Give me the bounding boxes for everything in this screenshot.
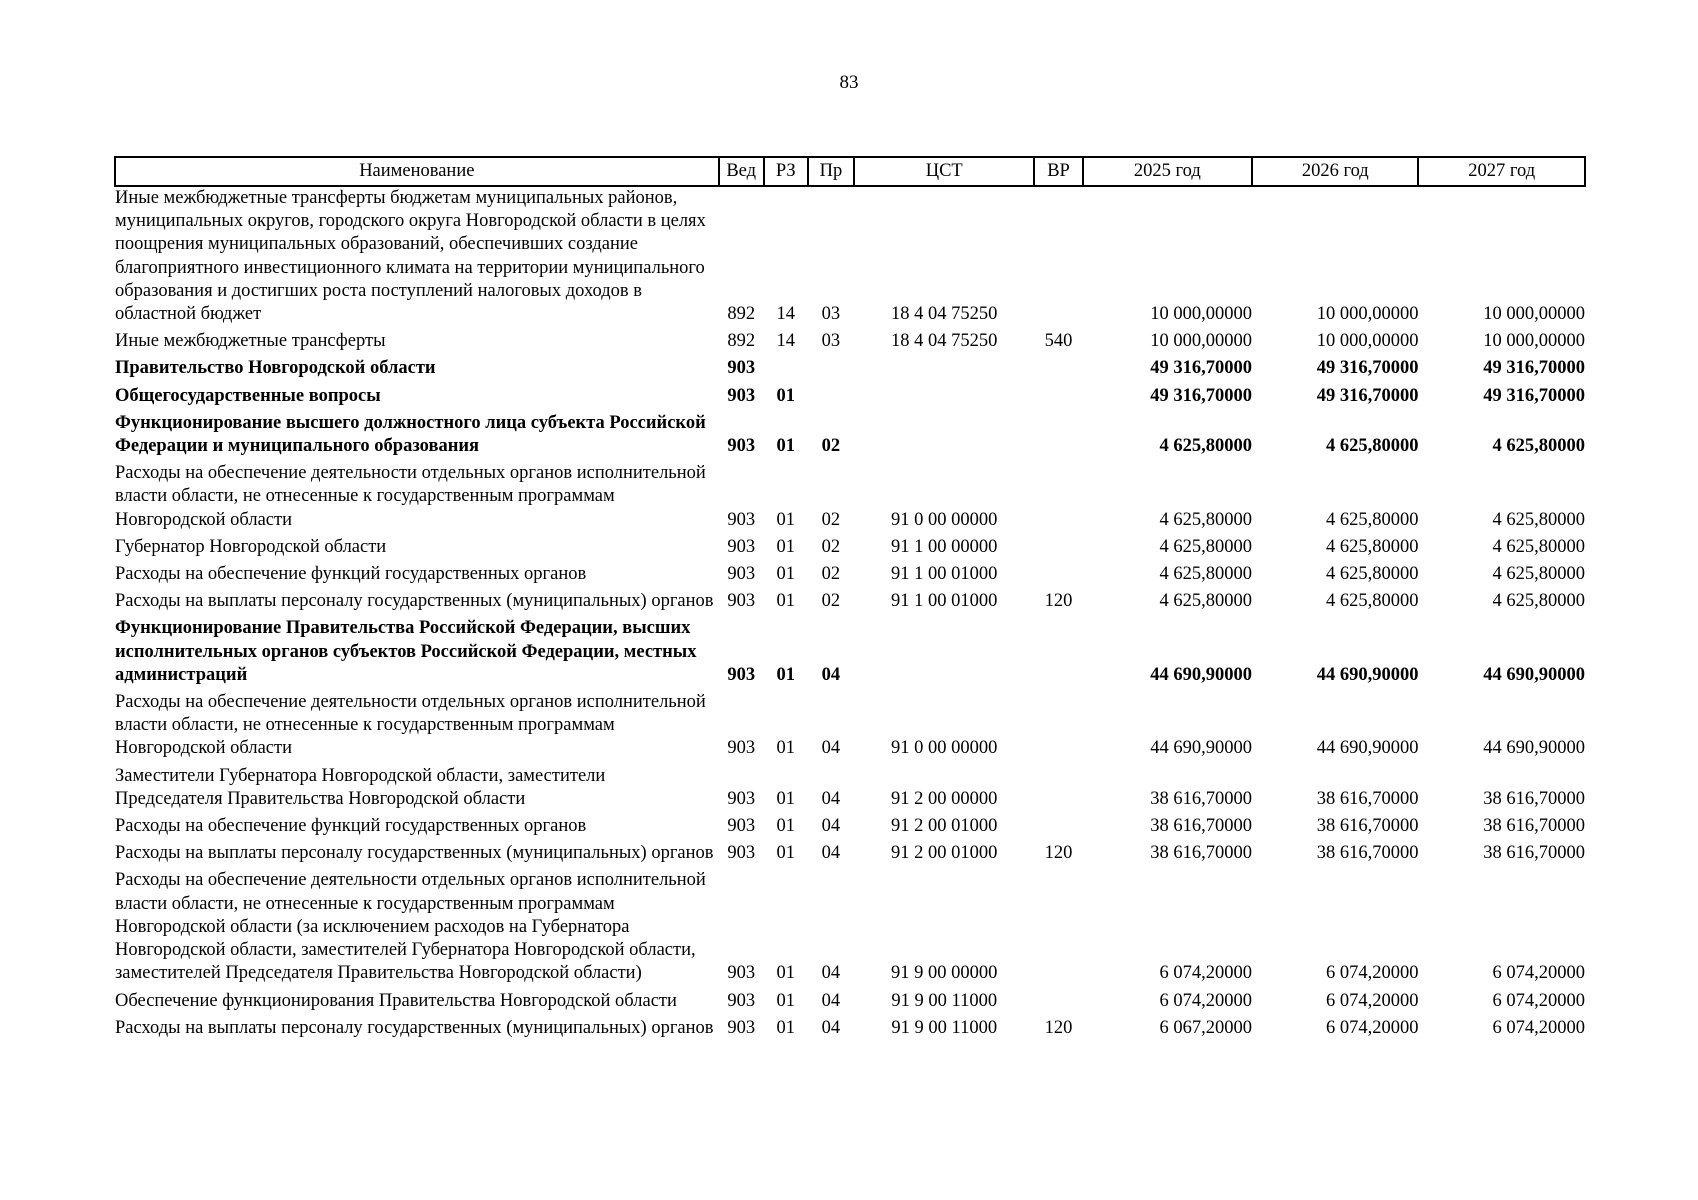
row-ved: 903 <box>727 990 756 1011</box>
row-ved: 903 <box>727 591 756 612</box>
table-body <box>115 186 1585 1040</box>
row-pr: 03 <box>821 331 841 352</box>
row-ved: 903 <box>727 664 756 685</box>
row-vr <box>1034 458 1082 532</box>
row-2026: 6 074,20000 <box>1325 990 1419 1011</box>
header-2025: 2025 год <box>1083 157 1252 186</box>
header-rz: РЗ <box>764 157 808 186</box>
row-vr <box>1034 381 1082 408</box>
row-2026: 6 074,20000 <box>1325 1017 1419 1038</box>
row-ved: 903 <box>727 1017 756 1038</box>
row-cst <box>854 381 1034 408</box>
row-2026: 10 000,00000 <box>1316 331 1419 352</box>
row-cst: 18 4 04 75250 <box>891 304 998 325</box>
row-pr: 02 <box>821 564 841 585</box>
row-2026: 38 616,70000 <box>1316 788 1419 809</box>
row-2025: 10 000,00000 <box>1150 331 1253 352</box>
row-vr: 120 <box>1044 843 1073 864</box>
row-2025: 49 316,70000 <box>1150 385 1253 406</box>
row-2027: 4 625,80000 <box>1492 591 1585 612</box>
budget-table <box>114 156 1586 1040</box>
row-vr: 540 <box>1044 331 1073 352</box>
row-pr: 04 <box>821 963 841 984</box>
row-rz: 01 <box>776 536 796 557</box>
row-2027: 10 000,00000 <box>1483 304 1585 325</box>
row-2027: 4 625,80000 <box>1492 436 1585 457</box>
row-rz: 14 <box>776 304 796 325</box>
row-rz: 01 <box>776 990 796 1011</box>
row-vr <box>1034 865 1082 985</box>
row-name: Иные межбюджетные трансферты <box>115 331 386 352</box>
row-cst: 91 9 00 11000 <box>891 1017 998 1038</box>
row-ved: 903 <box>727 963 756 984</box>
row-cst: 91 9 00 00000 <box>891 963 998 984</box>
header-2027: 2027 год <box>1418 157 1585 186</box>
row-2027: 10 000,00000 <box>1483 331 1585 352</box>
row-2025: 4 625,80000 <box>1159 564 1253 585</box>
row-pr: 04 <box>821 664 841 685</box>
table-row <box>115 687 1585 761</box>
table-row <box>115 186 1585 326</box>
row-rz: 01 <box>776 1017 796 1038</box>
row-name: Общегосударственные вопросы <box>115 385 381 406</box>
row-vr <box>1034 761 1082 811</box>
row-ved: 892 <box>727 304 756 325</box>
row-2026: 49 316,70000 <box>1316 358 1419 379</box>
row-name: Функционирование высшего должностного лица субъекта Российской Федерации и муниципального образования <box>115 412 706 457</box>
row-pr: 02 <box>821 436 841 457</box>
row-pr: 03 <box>821 304 841 325</box>
row-2026: 4 625,80000 <box>1325 564 1419 585</box>
row-2027: 6 074,20000 <box>1492 990 1585 1011</box>
row-2027: 4 625,80000 <box>1492 509 1585 530</box>
page-number: 83 <box>839 72 859 93</box>
table-row <box>115 326 1585 353</box>
row-name: Иные межбюджетные трансферты бюджетам муниципальных районов, муниципальных округов, городского округа Новгородской области в целях поощрения муниципальных образований, обеспечивших создание благоприятного инвестиционного климата на территории муниципального образования и достигших роста поступлений налоговых доходов в областной бюджет <box>115 188 706 325</box>
row-pr: 04 <box>821 788 841 809</box>
row-2026: 6 074,20000 <box>1325 963 1419 984</box>
row-cst <box>854 353 1034 380</box>
row-2026: 44 690,90000 <box>1316 664 1419 685</box>
row-ved: 903 <box>727 436 756 457</box>
row-2025: 44 690,90000 <box>1150 738 1253 759</box>
row-2025: 4 625,80000 <box>1159 536 1253 557</box>
row-pr: 02 <box>821 591 841 612</box>
row-cst: 91 2 00 01000 <box>891 816 998 837</box>
row-name: Расходы на обеспечение деятельности отдельных органов исполнительной власти области, не отнесенные к государственным программам Новгородской области <box>115 463 706 530</box>
row-2027: 49 316,70000 <box>1483 358 1585 379</box>
row-pr: 04 <box>821 1017 841 1038</box>
row-rz: 14 <box>776 331 796 352</box>
row-vr <box>1034 986 1082 1013</box>
row-vr <box>1034 811 1082 838</box>
row-name: Заместители Губернатора Новгородской области, заместители Председателя Правительства Новгородской области <box>115 765 606 809</box>
row-2027: 38 616,70000 <box>1483 843 1585 864</box>
row-vr: 120 <box>1044 1017 1073 1038</box>
row-cst: 91 2 00 01000 <box>891 843 998 864</box>
row-2026: 4 625,80000 <box>1325 536 1419 557</box>
row-2025: 38 616,70000 <box>1150 788 1253 809</box>
row-2025: 4 625,80000 <box>1159 591 1253 612</box>
row-pr: 04 <box>821 738 841 759</box>
row-cst <box>854 613 1034 687</box>
row-cst: 91 0 00 00000 <box>891 738 998 759</box>
row-cst <box>854 408 1034 458</box>
header-ved: Вед <box>719 157 764 186</box>
row-vr <box>1034 687 1082 761</box>
row-2027: 44 690,90000 <box>1483 664 1585 685</box>
row-name: Губернатор Новгородской области <box>115 536 387 557</box>
row-ved: 903 <box>727 509 756 530</box>
row-vr <box>1034 532 1082 559</box>
row-rz: 01 <box>776 788 796 809</box>
row-vr <box>1034 613 1082 687</box>
row-name: Обеспечение функционирования Правительства Новгородской области <box>115 990 677 1011</box>
header-vr: ВР <box>1034 157 1082 186</box>
row-2025: 4 625,80000 <box>1159 436 1253 457</box>
row-cst: 18 4 04 75250 <box>891 331 998 352</box>
row-vr <box>1034 559 1082 586</box>
row-2027: 4 625,80000 <box>1492 564 1585 585</box>
row-vr <box>1034 408 1082 458</box>
row-rz: 01 <box>776 564 796 585</box>
row-2027: 4 625,80000 <box>1492 536 1585 557</box>
row-rz: 01 <box>776 385 796 406</box>
row-vr <box>1034 186 1082 326</box>
row-2025: 38 616,70000 <box>1150 816 1253 837</box>
row-2025: 4 625,80000 <box>1159 509 1253 530</box>
row-ved: 903 <box>727 536 756 557</box>
row-pr: 02 <box>821 536 841 557</box>
row-rz: 01 <box>776 664 796 685</box>
row-pr: 02 <box>821 509 841 530</box>
row-vr: 120 <box>1044 591 1073 612</box>
row-cst: 91 0 00 00000 <box>891 509 998 530</box>
row-name: Расходы на обеспечение функций государственных органов <box>115 816 587 837</box>
table-row <box>115 613 1585 687</box>
row-cst: 91 1 00 01000 <box>891 591 998 612</box>
row-name: Расходы на выплаты персоналу государственных (муниципальных) органов <box>115 843 714 864</box>
row-rz: 01 <box>776 436 796 457</box>
row-2027: 38 616,70000 <box>1483 788 1585 809</box>
row-ved: 903 <box>727 816 756 837</box>
row-pr: 04 <box>821 816 841 837</box>
row-2025: 49 316,70000 <box>1150 358 1253 379</box>
row-rz: 01 <box>776 591 796 612</box>
table-row <box>115 811 1585 838</box>
row-ved: 903 <box>727 358 756 379</box>
row-2027: 44 690,90000 <box>1483 738 1585 759</box>
row-2025: 38 616,70000 <box>1150 843 1253 864</box>
header-2026: 2026 год <box>1252 157 1418 186</box>
row-2025: 6 074,20000 <box>1159 963 1253 984</box>
row-name: Правительство Новгородской области <box>115 358 436 379</box>
row-rz: 01 <box>776 843 796 864</box>
header-pr: Пр <box>808 157 854 186</box>
table-row <box>115 986 1585 1013</box>
table-row <box>115 381 1585 408</box>
row-name: Расходы на обеспечение деятельности отдельных органов исполнительной власти области, не отнесенные к государственным программам Новгородской области (за исключением расходов на Губернатора Новгородской области, заместителей Губернатора Новгородской области, заместителей Председателя Правительства Новгородской области) <box>115 870 706 984</box>
row-pr: 04 <box>821 990 841 1011</box>
table-row <box>115 532 1585 559</box>
row-2026: 49 316,70000 <box>1316 385 1419 406</box>
row-ved: 903 <box>727 738 756 759</box>
row-2026: 4 625,80000 <box>1325 436 1419 457</box>
row-ved: 903 <box>727 788 756 809</box>
row-2025: 44 690,90000 <box>1150 664 1253 685</box>
row-2025: 6 074,20000 <box>1159 990 1253 1011</box>
row-rz <box>764 353 808 380</box>
table-header-row <box>115 157 1585 186</box>
row-2027: 49 316,70000 <box>1483 385 1585 406</box>
table-row <box>115 586 1585 613</box>
row-cst: 91 1 00 00000 <box>891 536 998 557</box>
row-name: Расходы на обеспечение функций государственных органов <box>115 564 587 585</box>
row-name: Функционирование Правительства Российской Федерации, высших исполнительных органов субъектов Российской Федерации, местных администраций <box>115 618 697 685</box>
row-pr <box>808 353 854 380</box>
table-row <box>115 865 1585 985</box>
row-ved: 903 <box>727 843 756 864</box>
row-2027: 38 616,70000 <box>1483 816 1585 837</box>
row-pr: 04 <box>821 843 841 864</box>
row-name: Расходы на выплаты персоналу государственных (муниципальных) органов <box>115 591 714 612</box>
row-ved: 903 <box>727 385 756 406</box>
row-ved: 903 <box>727 564 756 585</box>
table-row <box>115 838 1585 865</box>
row-name: Расходы на выплаты персоналу государственных (муниципальных) органов <box>115 1017 714 1038</box>
row-rz: 01 <box>776 816 796 837</box>
row-2026: 38 616,70000 <box>1316 816 1419 837</box>
row-ved: 892 <box>727 331 756 352</box>
row-rz: 01 <box>776 509 796 530</box>
table-row <box>115 1013 1585 1040</box>
row-2027: 6 074,20000 <box>1492 1017 1585 1038</box>
row-2026: 10 000,00000 <box>1316 304 1419 325</box>
row-2025: 10 000,00000 <box>1150 304 1253 325</box>
row-vr <box>1034 353 1082 380</box>
table-row <box>115 761 1585 811</box>
row-cst: 91 9 00 11000 <box>891 990 998 1011</box>
row-pr <box>808 381 854 408</box>
table-row <box>115 559 1585 586</box>
row-2025: 6 067,20000 <box>1159 1017 1253 1038</box>
row-2026: 38 616,70000 <box>1316 843 1419 864</box>
row-2027: 6 074,20000 <box>1492 963 1585 984</box>
table-row <box>115 458 1585 532</box>
row-2026: 4 625,80000 <box>1325 591 1419 612</box>
header-cst: ЦСТ <box>854 157 1034 186</box>
table-row <box>115 408 1585 458</box>
row-2026: 4 625,80000 <box>1325 509 1419 530</box>
row-cst: 91 1 00 01000 <box>891 564 998 585</box>
row-rz: 01 <box>776 738 796 759</box>
table-row <box>115 353 1585 380</box>
row-cst: 91 2 00 00000 <box>891 788 998 809</box>
row-name: Расходы на обеспечение деятельности отдельных органов исполнительной власти области, не отнесенные к государственным программам Новгородской области <box>115 692 706 759</box>
row-2026: 44 690,90000 <box>1316 738 1419 759</box>
row-rz: 01 <box>776 963 796 984</box>
header-name: Наименование <box>115 157 719 186</box>
